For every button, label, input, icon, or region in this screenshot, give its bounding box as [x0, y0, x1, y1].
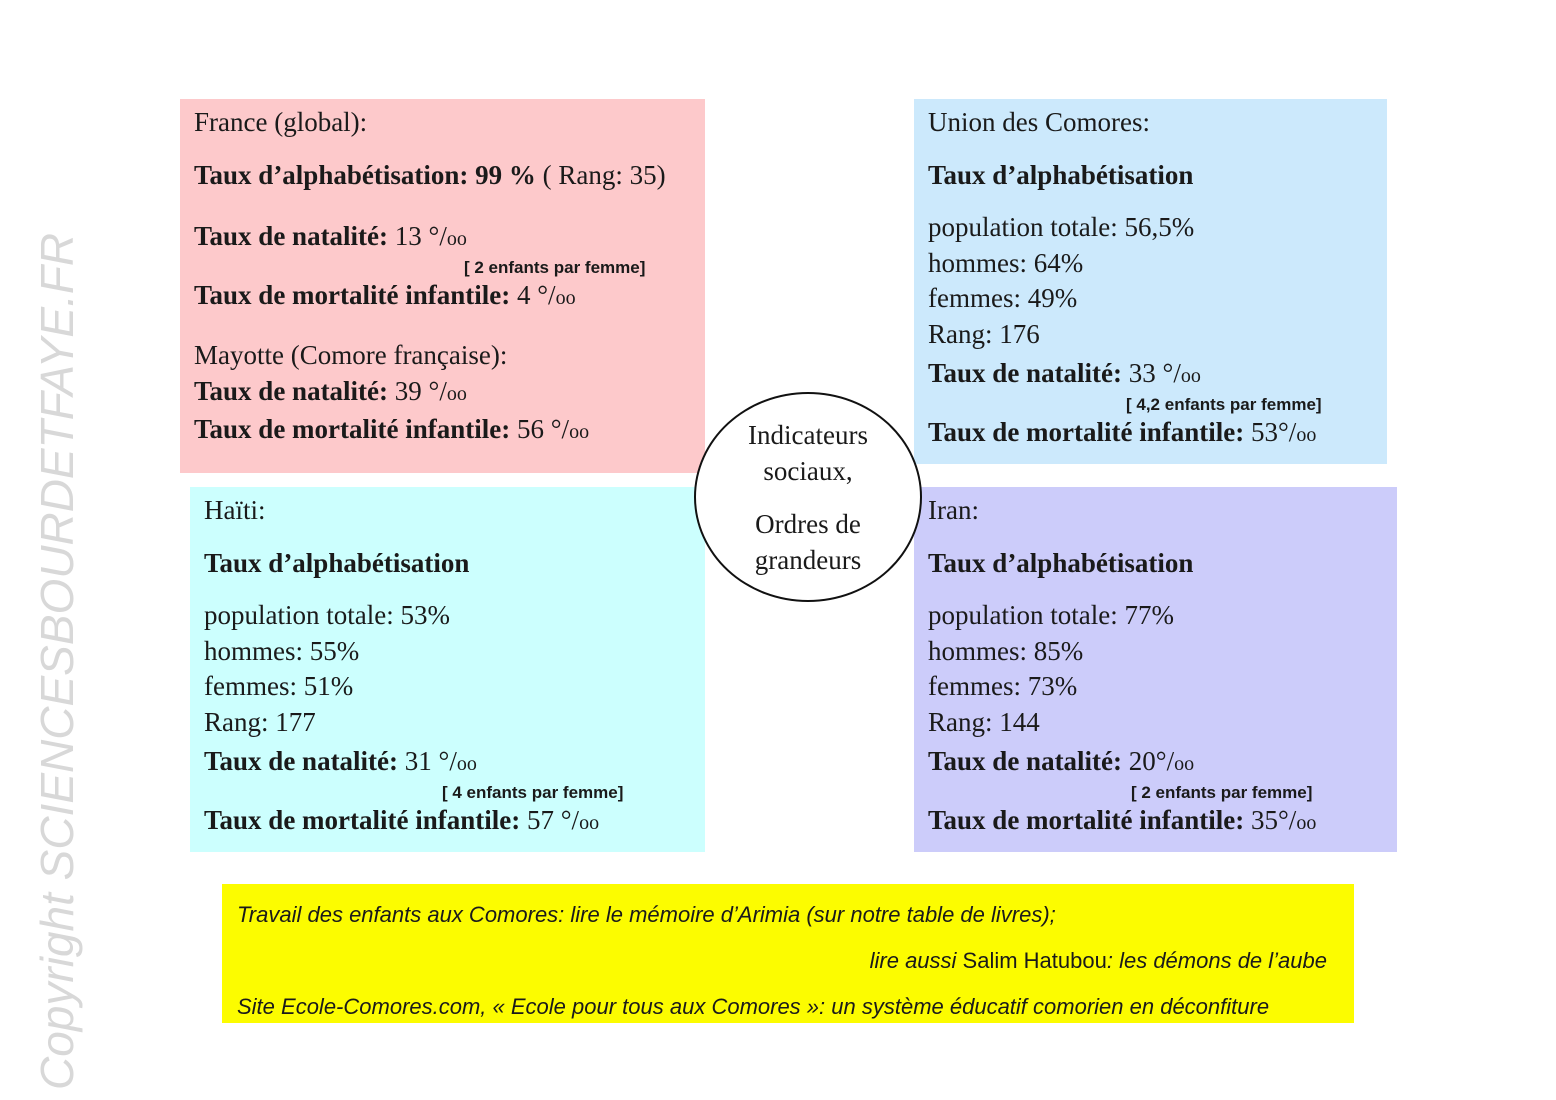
france-natalite-unit: oo	[446, 228, 467, 250]
france-alpha-rank: ( Rang: 35)	[535, 159, 666, 190]
iran-natalite-unit: oo	[1174, 753, 1195, 775]
copyright-watermark: Copyright SCIENCESBOURDETFAYE.FR	[31, 232, 83, 1090]
haiti-natalite-label: Taux de natalité:	[204, 746, 399, 776]
mayotte-mortalite	[194, 412, 691, 451]
haiti-panel	[190, 487, 705, 852]
mayotte-mortalite-value: 56 °/	[510, 414, 570, 444]
haiti-population: population totale: 53%	[204, 600, 450, 630]
comores-mortalite-unit: oo	[1296, 423, 1317, 446]
iran-rang: Rang: 144	[928, 706, 1040, 737]
haiti-femmes: femmes: 51%	[204, 671, 354, 701]
comores-hommes: hommes: 64%	[928, 247, 1084, 278]
center-line-1: Indicateurs	[748, 419, 868, 450]
france-mortalite-unit: oo	[555, 286, 576, 309]
haiti-natalite-unit: oo	[456, 753, 477, 775]
iran-natalite-note: [ 2 enfants par femme]	[1131, 782, 1313, 802]
iran-mortalite-unit: oo	[1296, 811, 1317, 834]
comores-mortalite-label: Taux de mortalité infantile:	[928, 416, 1245, 447]
mayotte-natalite-label: Taux de natalité:	[194, 375, 389, 406]
iran-femmes: femmes: 73%	[928, 671, 1078, 701]
comores-femmes: femmes: 49%	[928, 283, 1078, 313]
mayotte-title: Mayotte (Comore française):	[194, 340, 508, 370]
mayotte-natalite-unit: oo	[446, 382, 467, 405]
france-alpha-label: Taux d’alphabétisation: 99 %	[194, 159, 536, 190]
haiti-title: Haïti:	[204, 495, 266, 525]
footer-line-2-title: : les démons de l’aube	[1106, 948, 1327, 973]
haiti-natalite	[204, 744, 691, 783]
haiti-alpha-label: Taux d’alphabétisation	[204, 547, 470, 578]
comores-natalite	[928, 356, 1373, 395]
haiti-mortalite-value: 57 °/	[520, 804, 580, 835]
center-line-3: Ordres de	[755, 508, 861, 539]
comores-panel	[914, 99, 1387, 464]
haiti-rang: Rang: 177	[204, 706, 316, 737]
footer-line-2-prefix: lire aussi	[869, 948, 963, 973]
center-circle	[694, 392, 922, 602]
comores-natalite-unit: oo	[1180, 365, 1201, 387]
france-mortalite-value: 4 °/	[510, 279, 556, 310]
comores-natalite-label: Taux de natalité:	[928, 358, 1123, 388]
mayotte-natalite	[194, 374, 691, 413]
iran-population: population totale: 77%	[928, 600, 1174, 630]
iran-title: Iran:	[928, 495, 979, 525]
center-line-2: sociaux,	[763, 455, 853, 486]
haiti-mortalite-unit: oo	[579, 811, 600, 834]
france-panel	[180, 99, 705, 473]
comores-alpha-label: Taux d’alphabétisation	[928, 159, 1194, 190]
mayotte-mortalite-unit: oo	[569, 421, 590, 443]
references-footer	[222, 884, 1354, 1023]
france-title: France (global):	[194, 107, 368, 137]
haiti-mortalite-label: Taux de mortalité infantile:	[204, 804, 521, 835]
haiti-mortalite	[204, 803, 691, 842]
iran-panel	[914, 487, 1397, 852]
iran-alpha-label: Taux d’alphabétisation	[928, 547, 1194, 578]
iran-hommes: hommes: 85%	[928, 635, 1084, 666]
iran-mortalite-label: Taux de mortalité infantile:	[928, 804, 1245, 835]
mayotte-natalite-value: 39 °/	[388, 375, 447, 406]
france-natalite-note: [ 2 enfants par femme]	[464, 257, 646, 277]
france-natalite-value: 13 °/	[388, 221, 447, 251]
haiti-natalite-value: 31 °/	[398, 746, 457, 776]
haiti-natalite-note: [ 4 enfants par femme]	[442, 782, 624, 802]
haiti-hommes: hommes: 55%	[204, 635, 360, 666]
comores-rang: Rang: 176	[928, 318, 1040, 349]
france-mortalite-label: Taux de mortalité infantile:	[194, 279, 511, 310]
footer-line-3: Site Ecole-Comores.com, « Ecole pour tous aux Comores »: un système éducatif comorien en déconfiture	[237, 994, 1270, 1019]
iran-mortalite-value: 35°/	[1244, 804, 1297, 835]
france-alphabetisation	[194, 158, 691, 194]
france-natalite	[194, 219, 691, 258]
france-mortalite	[194, 278, 691, 317]
iran-mortalite	[928, 803, 1383, 842]
comores-natalite-value: 33 °/	[1122, 358, 1181, 388]
comores-title: Union des Comores:	[928, 107, 1150, 137]
footer-line-1: Travail des enfants aux Comores: lire le mémoire d’Arimia (sur notre table de livres);	[237, 902, 1056, 927]
france-natalite-label: Taux de natalité:	[194, 221, 389, 251]
center-line-4: grandeurs	[754, 544, 862, 575]
footer-line-2	[237, 938, 1339, 984]
comores-natalite-note: [ 4,2 enfants par femme]	[1126, 394, 1322, 414]
iran-natalite-label: Taux de natalité:	[928, 746, 1123, 776]
comores-mortalite	[928, 415, 1373, 454]
iran-natalite-value: 20°/	[1122, 746, 1175, 776]
footer-line-2-author: Salim Hatubou	[962, 948, 1107, 973]
comores-mortalite-value: 53°/	[1244, 416, 1297, 447]
iran-natalite	[928, 744, 1383, 783]
comores-population: population totale: 56,5%	[928, 212, 1195, 242]
mayotte-mortalite-label: Taux de mortalité infantile:	[194, 414, 511, 444]
